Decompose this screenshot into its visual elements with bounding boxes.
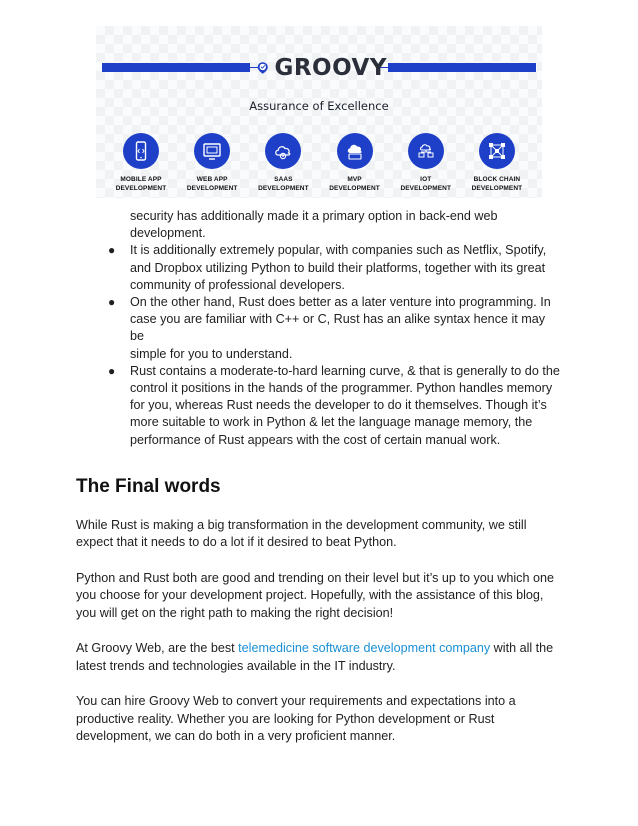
service-label-line1: MOBILE APP	[120, 176, 162, 183]
service-label-line1: IOT	[420, 176, 432, 183]
services-row	[108, 133, 530, 193]
text-line: Python and Rust both are good and trending on their level but it’s up to you which one	[76, 570, 554, 585]
bullet-item	[76, 363, 562, 449]
text-line: you will get on the right path to making the right decision!	[76, 605, 394, 620]
text-line: While Rust is making a big transformation in the development community, we still	[76, 517, 527, 532]
service-mvp	[322, 133, 388, 193]
groovy-logo	[257, 48, 387, 88]
groovy-badge-icon	[257, 50, 268, 86]
text-line: case you are familiar with C++ or C, Rust has an alike syntax hence it may be	[130, 312, 546, 344]
text-line: for you, whereas Rust needs the developer to do it themselves. Though it’s	[130, 398, 547, 413]
text-line: development, we can do both in a very proficient manner.	[76, 729, 396, 744]
service-label-line2: DEVELOPMENT	[400, 185, 452, 192]
link-paragraph-before: At Groovy Web, are the best	[76, 641, 239, 656]
document-body	[76, 208, 562, 746]
text-line: and Dropbox utilizing Python to build their platforms, together with its great	[130, 260, 546, 275]
bullet-dot-icon: ●	[108, 363, 116, 378]
service-label-line2: DEVELOPMENT	[186, 185, 238, 192]
text-line: It is additionally extremely popular, with companies such as Netflix, Spotify,	[130, 243, 547, 258]
bullet-item	[76, 242, 562, 294]
paragraph	[76, 693, 562, 746]
bullet-item	[76, 294, 562, 363]
service-label-line2: DEVELOPMENT	[471, 185, 523, 192]
banner-stripe-left	[102, 63, 250, 72]
service-label-line2: DEVELOPMENT	[258, 185, 309, 192]
text-line: You can hire Groovy Web to convert your requirements and expectations into a	[76, 694, 516, 709]
service-label-line2: DEVELOPMENT	[115, 185, 167, 192]
text-line: Rust contains a moderate-to-hard learning curve, & that is generally to do the	[130, 363, 560, 378]
web-window-icon	[201, 140, 223, 162]
text-line: latest trends and technologies available in the IT industry.	[76, 658, 396, 673]
service-web-app	[179, 133, 245, 193]
paragraph	[76, 517, 562, 552]
paragraph	[76, 570, 562, 623]
mvp-cloud-icon	[344, 140, 366, 162]
cloud-gear-icon	[272, 140, 294, 162]
link-paragraph	[76, 640, 562, 675]
text-line: On the other hand, Rust does better as a later venture into programming. In	[130, 295, 551, 310]
service-label-line1: SAAS	[274, 176, 293, 183]
service-label-line1: WEB APP	[196, 176, 228, 183]
text-line: expect that it needs to do a lot if it desired to beat Python.	[76, 535, 397, 550]
service-label-line1: BLOCK CHAIN	[473, 176, 521, 183]
service-blockchain	[464, 133, 530, 193]
text-line: community of professional developers.	[130, 277, 345, 292]
bullet-list	[76, 242, 562, 448]
text-line: control it positions in the hands of the programmer. Python handles memory	[130, 381, 553, 396]
bullet-continuation	[76, 208, 562, 242]
text-line: simple for you to understand.	[130, 346, 293, 361]
service-label-line1: MVP	[347, 176, 362, 183]
blockchain-icon	[486, 140, 508, 162]
bullet-dot-icon: ●	[108, 243, 116, 258]
banner-tagline: Assurance of Excellence	[249, 99, 389, 113]
text-line: productive reality. Whether you are looking for Python development or Rust	[76, 711, 495, 726]
section-heading: The Final words	[76, 475, 221, 497]
telemedicine-company-link[interactable]: telemedicine software development company	[238, 641, 491, 656]
link-paragraph-after: with all the	[490, 641, 554, 656]
service-label-line2: DEVELOPMENT	[329, 185, 380, 192]
iot-network-icon	[415, 140, 437, 162]
groovy-banner	[96, 26, 542, 198]
text-line	[76, 640, 562, 658]
brand-name: GROOVY	[274, 55, 387, 81]
text-line: performance of Rust appears with the cost of certain manual work.	[130, 432, 501, 447]
text-line: development.	[130, 226, 206, 241]
mobile-code-icon	[130, 140, 152, 162]
text-line: security has additionally made it a primary option in back-end web	[130, 209, 498, 223]
service-iot	[393, 133, 459, 193]
service-saas	[250, 133, 316, 193]
text-line: more suitable to work in Python & let the language manage memory, the	[130, 415, 533, 430]
text-line: you choose for your development project. Hopefully, with the assistance of this blog,	[76, 588, 544, 603]
bullet-dot-icon: ●	[108, 295, 116, 310]
banner-stripe-right	[388, 63, 536, 72]
service-mobile-app	[108, 133, 174, 193]
